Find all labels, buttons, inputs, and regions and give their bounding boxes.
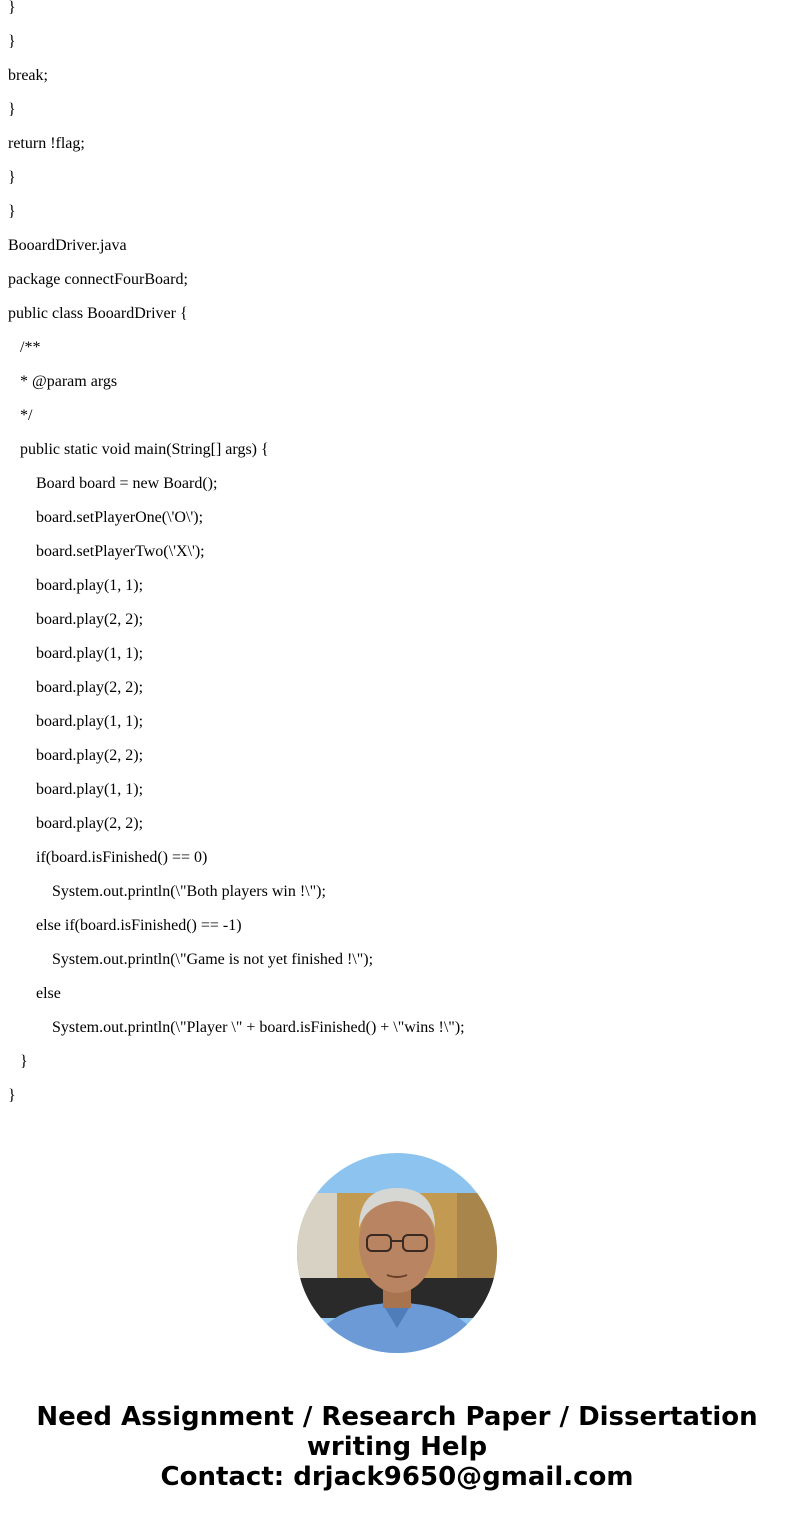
code-line: board.play(1, 1); [8,577,144,594]
code-line: } [8,101,16,118]
code-line: else if(board.isFinished() == -1) [8,917,242,934]
code-line: public static void main(String[] args) { [8,441,269,458]
promo-contact: Contact: drjack9650@gmail.com [160,1462,634,1492]
code-line: System.out.println(\"Game is not yet finished !\"); [8,951,374,968]
code-listing [8,0,788,1113]
code-line: board.setPlayerTwo(\'X\'); [8,543,205,560]
code-line: * @param args [8,373,118,390]
code-line: /** [8,339,41,356]
code-line: BooardDriver.java [8,237,127,254]
code-line: board.play(2, 2); [8,815,144,832]
code-line: board.play(1, 1); [8,713,144,730]
code-line: board.play(1, 1); [8,645,144,662]
code-line: } [8,203,16,220]
code-line: } [8,1087,16,1104]
code-line: public class BooardDriver { [8,305,188,322]
code-line: board.play(2, 2); [8,747,144,764]
code-line: break; [8,67,48,84]
code-line: } [8,169,16,186]
promo-line-1: Need Assignment / Research Paper / Dissertation [36,1402,758,1432]
code-line: board.play(2, 2); [8,679,144,696]
code-line: board.setPlayerOne(\'O\'); [8,509,204,526]
code-line: if(board.isFinished() == 0) [8,849,208,866]
code-line: System.out.println(\"Both players win !\"); [8,883,326,900]
author-avatar [297,1153,497,1353]
promo-banner [0,1402,794,1492]
code-line: board.play(1, 1); [8,781,144,798]
code-line: } [8,1053,28,1070]
code-line: return !flag; [8,135,85,152]
code-line: package connectFourBoard; [8,271,188,288]
code-line: Board board = new Board(); [8,475,218,492]
code-line: System.out.println(\"Player \" + board.isFinished() + \"wins !\"); [8,1019,465,1036]
code-line: else [8,985,61,1002]
promo-line-2: writing Help [306,1432,488,1462]
code-line: } [8,0,16,16]
author-photo-icon [297,1153,497,1353]
code-line: */ [8,407,33,424]
code-line: board.play(2, 2); [8,611,144,628]
code-line: } [8,33,16,50]
